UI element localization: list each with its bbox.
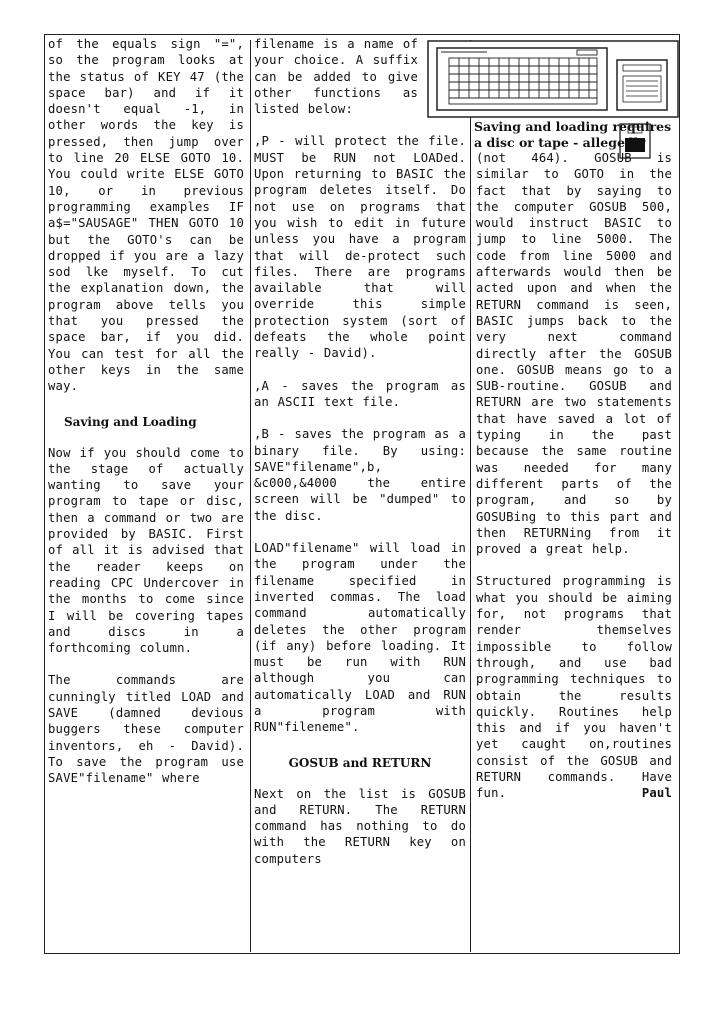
column-3	[476, 150, 672, 950]
figure-caption: Saving and loading requires a disc or tape - allegedly	[474, 119, 672, 150]
paragraph: ,A - saves the program as an ASCII text file.	[254, 378, 466, 409]
column-2	[254, 36, 466, 950]
paragraph: Next on the list is GOSUB and RETURN. The RETURN command has nothing to do with the RETURN key on computers	[254, 786, 466, 866]
paragraph	[476, 573, 672, 801]
paragraph: filename is a name of your choice. A suffix can be added to give other functions as listed below:	[254, 37, 418, 117]
section-heading: Saving and Loading	[64, 414, 197, 429]
paragraph: LOAD"filename" will load in the program under the filename specified in inverted commas. The load command automatically deletes the other program (if any) before loading. It must be run with RUN although you can automatically LOAD and RUN a program with RUN"fileneme".	[254, 541, 466, 735]
paragraph: of the equals sign "=", so the program looks at the status of KEY 47 (the space bar) and if it doesn't equal -1, in other words the key is pressed, then jump over to line 20 ELSE GOTO 10. You could write ELSE GOTO 10, or in previous programming examples IF a$="SAUSAGE" THEN GOTO 10 but the GOTO's can be dropped if you are a lazy sod lke myself. To cut the explanation down, the program above tells you that you pressed the space bar, if you did. You can test for all the other keys in the same way.	[48, 37, 244, 394]
paragraph: The commands are cunningly titled LOAD and SAVE (damned devious buggers these computer inventors, eh - David). To save the program use SAVE"filename" where	[48, 673, 244, 786]
section-heading: GOSUB and RETURN	[288, 755, 432, 770]
column-divider	[250, 40, 251, 952]
closing-text: Structured programming is what you should be aiming for, not programs that render themselves impossible to follow through, and use bad programming techniques to obtain the results quickly. Routines help this and if you haven't yet caught on,routines consist of the GOSUB and RETURN commands. Have fun.	[476, 574, 672, 801]
column-divider	[470, 40, 471, 952]
paragraph: ,P - will protect the file. MUST be RUN not LOADed. Upon returning to BASIC the program deletes itself. Do not use on programs that you wish to edit in future unless you have a program that will de-protect such files. There are programs available that will override this simple protection system (sort of defeats the whole point really - David).	[254, 134, 466, 361]
column-1	[48, 36, 244, 950]
paragraph: ,B - saves the program as a binary file. By using: SAVE"filename",b, &c000,&4000 the entire screen will be "dumped" to the disc.	[254, 427, 466, 523]
author-signature: Paul	[641, 786, 672, 801]
paragraph: (not 464). GOSUB is similar to GOTO in the fact that by saying to the computer GOSUB 500, would instruct BASIC to jump to line 5000. The code from line 5000 and afterwards would then be acted upon and when the RETURN command is seen, BASIC jumps back to the very next command directly after the GOSUB one. GOSUB means go to a SUB-routine. GOSUB and RETURN are two statements that have saved a lot of typing in the past because the same routine was needed for many different parts of the program, and so by GOSUBing to this part and then RETURNing from it proved a great help.	[476, 151, 672, 557]
paragraph: Now if you should come to the stage of actually wanting to save your program to tape or disc, then a command or two are provided by BASIC. First of all it is advised that the reader keeps on reading CPC Undercover in the months to come since I will be covering tapes and discs in a forthcoming column.	[48, 445, 244, 656]
